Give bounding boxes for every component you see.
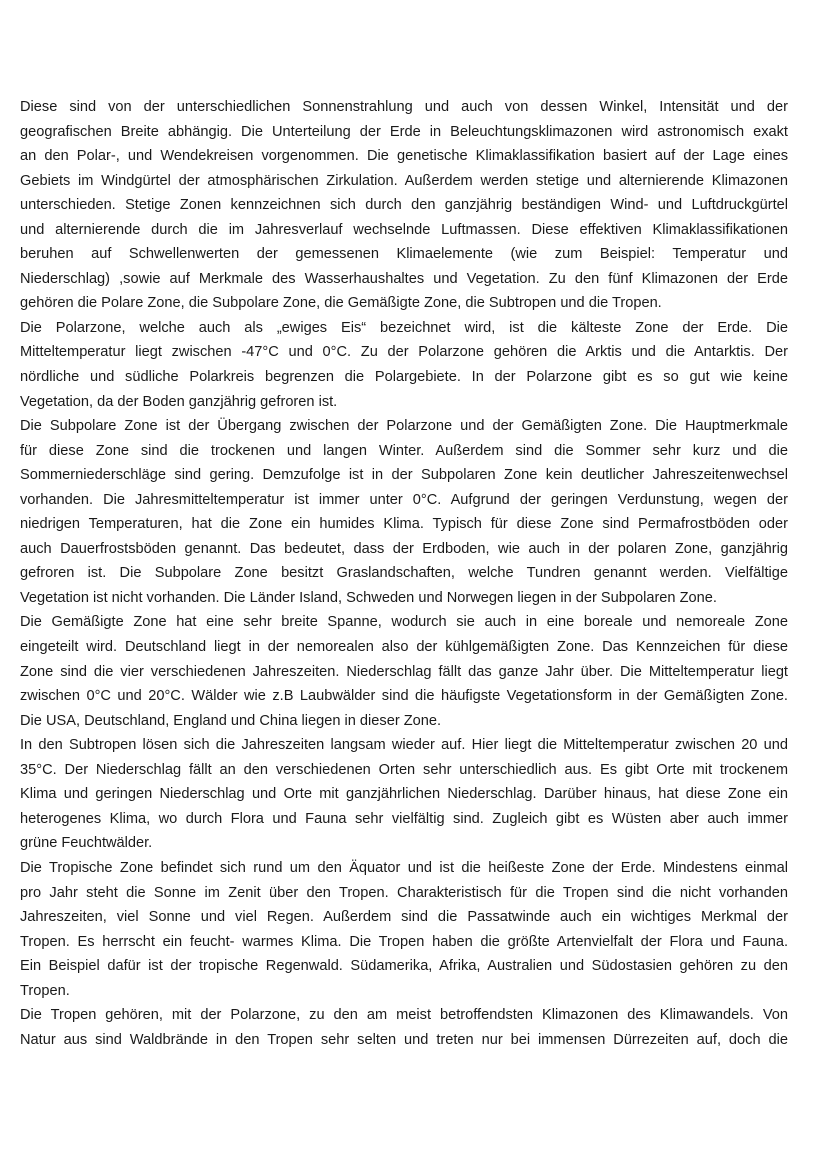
- text-line: Gebiets im Windgürtel der atmosphärischen Zirkulation. Außerdem werden stetige und alternierende Klimazonen: [20, 172, 788, 189]
- text-line: grüne Feuchtwälder.: [20, 835, 153, 852]
- text-line: Sommerniederschläge sind gering. Demzufolge ist in der Subpolaren Zone kein deutlicher Jahreszeitenwechsel: [20, 467, 788, 484]
- text-line: Jahreszeiten, viel Sonne und viel Regen. Außerdem sind die Passatwinde auch ein wichtiges Merkmal der: [20, 909, 788, 926]
- document-body: [20, 95, 788, 1052]
- text-line: beruhen auf Schwellenwerten der gemessenen Klimaelemente (wie zum Beispiel: Temperatur und: [20, 246, 788, 263]
- text-line: pro Jahr steht die Sonne im Zenit über den Tropen. Charakteristisch für die Tropen sind die nicht vorhanden: [20, 884, 788, 901]
- text-line: Ein Beispiel dafür ist der tropische Regenwald. Südamerika, Afrika, Australien und Südostasien gehören zu den: [20, 958, 788, 975]
- text-line: Die USA, Deutschland, England und China liegen in dieser Zone.: [20, 712, 442, 729]
- text-line: gefroren ist. Die Subpolare Zone besitzt Graslandschaften, welche Tundren genannt werden. Vielfältige: [20, 565, 788, 582]
- text-line: Die Gemäßigte Zone hat eine sehr breite Spanne, wodurch sie auch in eine boreale und nemoreale Zone: [20, 614, 788, 631]
- text-line: Vegetation, da der Boden ganzjährig gefroren ist.: [20, 393, 338, 410]
- text-line: Natur aus sind Waldbrände in den Tropen sehr selten und treten nur bei immensen Dürrezeiten auf, doch die: [20, 1031, 788, 1048]
- text-line: heterogenes Klima, wo durch Flora und Fauna sehr vielfältig sind. Zugleich gibt es Wüsten aber auch immer: [20, 810, 788, 827]
- text-line: In den Subtropen lösen sich die Jahreszeiten langsam wieder auf. Hier liegt die Mitteltemperatur zwischen 20 und: [20, 737, 788, 754]
- text-line: Die Polarzone, welche auch als „ewiges Eis“ bezeichnet wird, ist die kälteste Zone der Erde. Die: [20, 319, 788, 336]
- text-line: Tropen.: [20, 982, 70, 999]
- text-line: unterschieden. Stetige Zonen kennzeichnen sich durch den ganzjährig beständigen Wind- und Luftdruckgürtel: [20, 197, 788, 214]
- text-line: und alternierende durch die im Jahresverlauf wechselnde Luftmassen. Diese effektiven Klimaklassifikationen: [20, 221, 788, 238]
- text-line: Zone sind die vier verschiedenen Jahreszeiten. Niederschlag fällt das ganze Jahr über. Die Mitteltemperatur liegt: [20, 663, 788, 680]
- text-line: vorhanden. Die Jahresmitteltemperatur ist immer unter 0°C. Aufgrund der geringen Verdunstung, wegen der: [20, 491, 788, 508]
- text-line: Niederschlag) ,sowie auf Merkmale des Wasserhaushaltes und Vegetation. Zu den fünf Klimazonen der Erde: [20, 270, 788, 287]
- text-line: Diese sind von der unterschiedlichen Sonnenstrahlung und auch von dessen Winkel, Intensität und der: [20, 99, 788, 115]
- text-line: nördliche und südliche Polarkreis begrenzen die Polargebiete. In der Polarzone gibt es so gut wie keine: [20, 369, 788, 386]
- text-line: geografischen Breite abhängig. Die Unterteilung der Erde in Beleuchtungsklimazonen wird astronomisch exakt: [20, 123, 788, 140]
- text-line: niedrigen Temperaturen, hat die Zone ein humides Klima. Typisch für diese Zone sind Permafrostböden oder: [20, 516, 788, 533]
- text-line: zwischen 0°C und 20°C. Wälder wie z.B Laubwälder sind die häufigste Vegetationsform in der Gemäßigten Zone.: [20, 688, 788, 705]
- text-line: Vegetation ist nicht vorhanden. Die Länder Island, Schweden und Norwegen liegen in der Subpolaren Zone.: [20, 589, 717, 606]
- text-line: für diese Zone sind die trockenen und langen Winter. Außerdem sind die Sommer sehr kurz und die: [20, 442, 788, 459]
- text-line: eingeteilt wird. Deutschland liegt in der nemorealen also der kühlgemäßigten Zone. Das Kennzeichen für diese: [20, 639, 788, 656]
- text-line: Klima und geringen Niederschlag und Orte mit ganzjährlichen Niederschlag. Darüber hinaus, hat diese Zone ein: [20, 786, 788, 803]
- text-line: an den Polar-, und Wendekreisen vorgenommen. Die genetische Klimaklassifikation basiert auf der Lage eines: [20, 148, 788, 165]
- text-line: auch Dauerfrostsböden genannt. Das bedeutet, dass der Erdboden, wie auch in der polaren Zone, ganzjährig: [20, 540, 788, 557]
- text-line: Mitteltemperatur liegt zwischen -47°C und 0°C. Zu der Polarzone gehören die Arktis und die Antarktis. Der: [20, 344, 788, 361]
- text-line: 35°C. Der Niederschlag fällt an den verschiedenen Orten sehr unterschiedlich aus. Es gibt Orte mit trockenem: [20, 761, 788, 778]
- text-line: Die Tropen gehören, mit der Polarzone, zu den am meist betroffendsten Klimazonen des Klimawandels. Von: [20, 1007, 788, 1024]
- text-line: Die Tropische Zone befindet sich rund um den Äquator und ist die heißeste Zone der Erde. Mindestens einmal: [20, 859, 788, 876]
- text-line: Die Subpolare Zone ist der Übergang zwischen der Polarzone und der Gemäßigten Zone. Die Hauptmerkmale: [20, 418, 788, 435]
- text-line: gehören die Polare Zone, die Subpolare Zone, die Gemäßigte Zone, die Subtropen und die Tropen.: [20, 295, 662, 312]
- text-line: Tropen. Es herrscht ein feucht- warmes Klima. Die Tropen haben die größte Artenvielfalt der Flora und Fauna.: [20, 933, 788, 950]
